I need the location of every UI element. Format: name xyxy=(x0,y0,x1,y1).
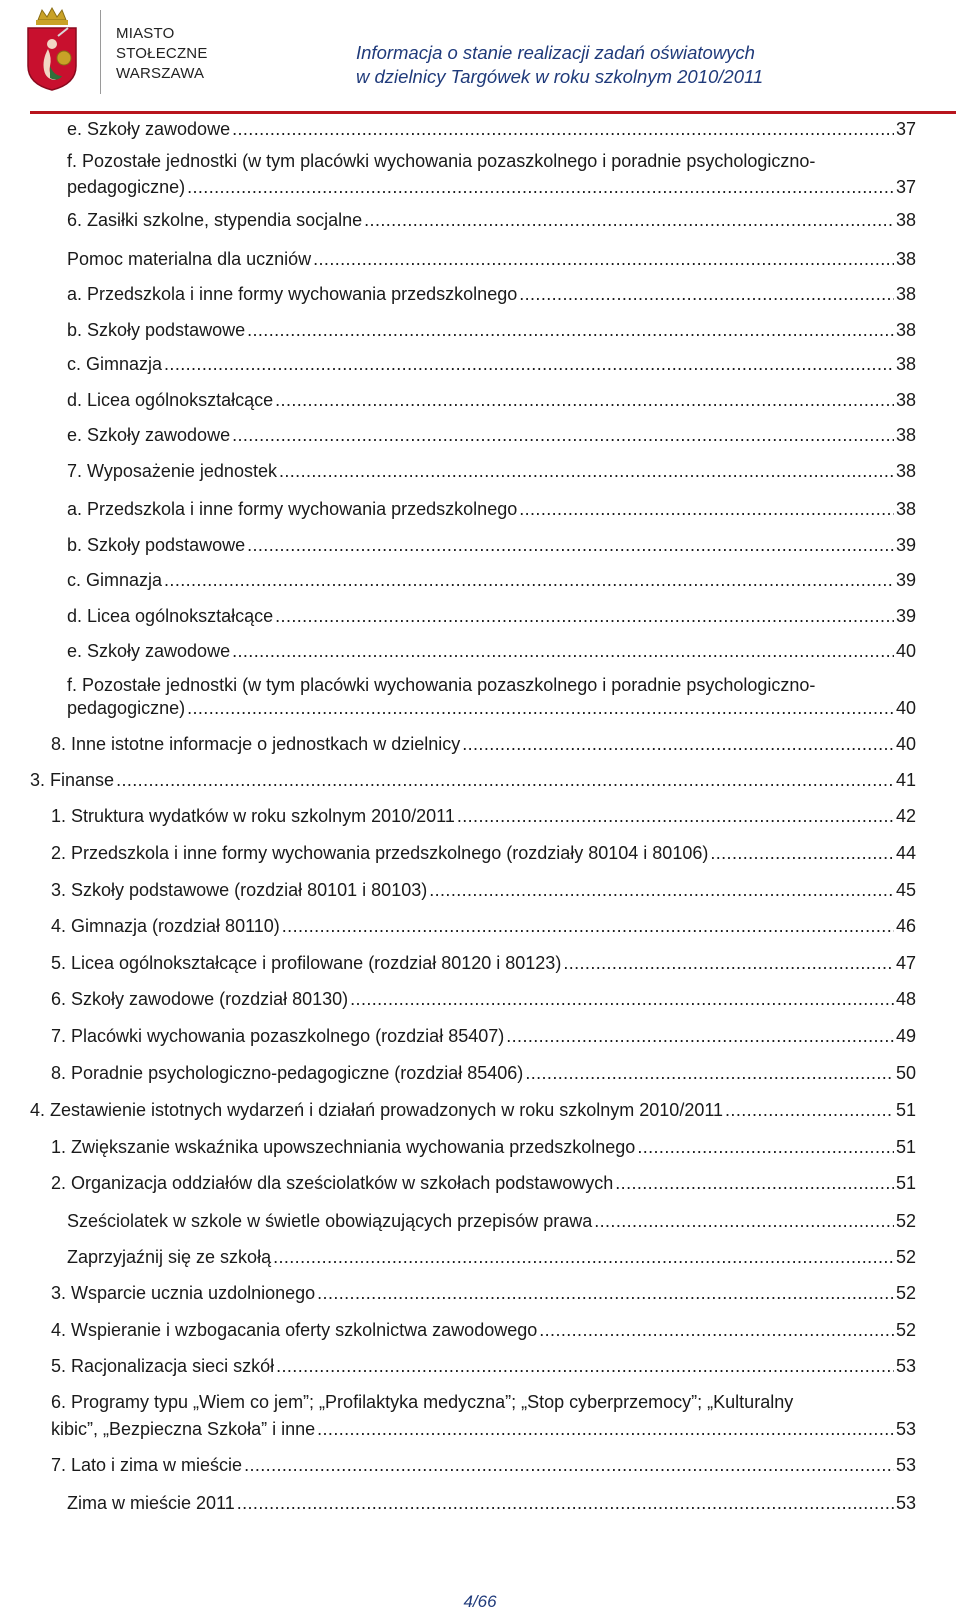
toc-entry-title: 1. Zwiększanie wskaźnika upowszechniania wychowania przedszkolnego xyxy=(51,1137,636,1157)
toc-entry[interactable] xyxy=(51,803,916,829)
toc-dot-leader xyxy=(519,496,894,522)
toc-entry-title: c. Gimnazja xyxy=(67,570,163,590)
toc-entry[interactable] xyxy=(51,986,916,1012)
document-title xyxy=(356,41,876,89)
toc-entry-title: 1. Struktura wydatków w roku szkolnym 2010/2011 xyxy=(51,806,455,826)
toc-entry-wrapped-line[interactable]: f. Pozostałe jednostki (w tym placówki wychowania pozaszkolnego i poradnie psychologiczno- xyxy=(67,151,816,171)
toc-entry-title: e. Szkoły zawodowe xyxy=(67,425,231,445)
toc-dot-leader xyxy=(279,458,894,484)
toc-entry-title: b. Szkoły podstawowe xyxy=(67,535,246,555)
toc-entry-page: 40 xyxy=(895,698,916,718)
toc-entry[interactable] xyxy=(67,116,916,142)
toc-entry[interactable] xyxy=(67,638,916,664)
toc-entry[interactable] xyxy=(67,174,916,200)
toc-entry-title: Zima w mieście 2011 xyxy=(67,1493,235,1513)
toc-entry-page: 49 xyxy=(895,1026,916,1046)
toc-entry-page: 38 xyxy=(895,499,916,519)
toc-entry-page: 53 xyxy=(895,1493,916,1513)
toc-entry[interactable] xyxy=(67,281,916,307)
logo-line-2: STOŁECZNE xyxy=(116,45,208,62)
toc-entry-title: 5. Racjonalizacja sieci szkół xyxy=(51,1356,275,1376)
toc-entry-page: 38 xyxy=(895,425,916,445)
toc-entry-page: 48 xyxy=(895,989,916,1009)
toc-dot-leader xyxy=(273,1244,894,1270)
toc-entry-title: 3. Wsparcie ucznia uzdolnionego xyxy=(51,1283,316,1303)
toc-entry-page: 38 xyxy=(895,320,916,340)
toc-dot-leader xyxy=(506,1023,894,1049)
toc-entry-page: 44 xyxy=(895,843,916,863)
toc-dot-leader xyxy=(594,1208,894,1234)
toc-entry[interactable] xyxy=(51,1134,916,1160)
header-rule xyxy=(30,111,956,114)
logo-line-3: WARSZAWA xyxy=(116,65,205,82)
toc-entry-page: 40 xyxy=(895,734,916,754)
toc-entry-title: 2. Przedszkola i inne formy wychowania przedszkolnego (rozdziały 80104 i 80106) xyxy=(51,843,709,863)
toc-entry-page: 50 xyxy=(895,1063,916,1083)
toc-dot-leader xyxy=(275,387,894,413)
toc-entry[interactable] xyxy=(67,1244,916,1270)
toc-entry-title: 7. Placówki wychowania pozaszkolnego (rozdział 85407) xyxy=(51,1026,505,1046)
toc-entry[interactable] xyxy=(67,207,916,233)
toc-entry-title: 4. Wspieranie i wzbogacania oferty szkolnictwa zawodowego xyxy=(51,1320,538,1340)
toc-entry-title: 8. Poradnie psychologiczno-pedagogiczne (rozdział 85406) xyxy=(51,1063,524,1083)
toc-dot-leader xyxy=(232,116,894,142)
toc-entry-title: kibic”, „Bezpieczna Szkoła” i inne xyxy=(51,1419,316,1439)
toc-entry-title: pedagogiczne) xyxy=(67,698,186,718)
toc-entry-title: d. Licea ogólnokształcące xyxy=(67,390,274,410)
toc-entry[interactable] xyxy=(67,458,916,484)
toc-dot-leader xyxy=(187,174,894,200)
toc-dot-leader xyxy=(563,950,894,976)
toc-dot-leader xyxy=(276,1353,894,1379)
toc-dot-leader xyxy=(275,603,894,629)
toc-entry[interactable] xyxy=(67,422,916,448)
toc-dot-leader xyxy=(457,803,894,829)
toc-entry[interactable] xyxy=(67,317,916,343)
document-title-line-1: Informacja o stanie realizacji zadań oświatowych xyxy=(356,42,755,63)
toc-entry[interactable] xyxy=(67,387,916,413)
toc-entry[interactable] xyxy=(67,695,916,721)
toc-dot-leader xyxy=(350,986,894,1012)
toc-dot-leader xyxy=(462,731,894,757)
toc-dot-leader xyxy=(317,1280,894,1306)
toc-entry-page: 53 xyxy=(895,1356,916,1376)
toc-entry[interactable] xyxy=(30,1097,916,1123)
toc-entry-title: Pomoc materialna dla uczniów xyxy=(67,249,312,269)
toc-entry[interactable] xyxy=(51,1023,916,1049)
toc-entry-title: a. Przedszkola i inne formy wychowania przedszkolnego xyxy=(67,284,518,304)
toc-dot-leader xyxy=(247,532,894,558)
toc-entry-page: 51 xyxy=(895,1173,916,1193)
toc-entry-page: 38 xyxy=(895,354,916,374)
toc-dot-leader xyxy=(116,767,894,793)
toc-dot-leader xyxy=(615,1170,894,1196)
toc-entry[interactable] xyxy=(67,532,916,558)
toc-entry-page: 38 xyxy=(895,249,916,269)
toc-entry-title: 5. Licea ogólnokształcące i profilowane (rozdział 80120 i 80123) xyxy=(51,953,562,973)
toc-entry-page: 52 xyxy=(895,1320,916,1340)
toc-entry-page: 37 xyxy=(895,119,916,139)
toc-entry-page: 53 xyxy=(895,1455,916,1475)
toc-entry-title: Sześciolatek w szkole w świetle obowiązujących przepisów prawa xyxy=(67,1211,593,1231)
toc-dot-leader xyxy=(525,1060,894,1086)
toc-entry-page: 37 xyxy=(895,177,916,197)
page-header xyxy=(0,0,960,112)
toc-entry[interactable] xyxy=(51,840,916,866)
toc-entry[interactable] xyxy=(30,767,916,793)
toc-entry[interactable] xyxy=(67,603,916,629)
toc-entry-title: 3. Szkoły podstawowe (rozdział 80101 i 80103) xyxy=(51,880,428,900)
toc-entry[interactable] xyxy=(51,731,916,757)
toc-dot-leader xyxy=(317,1416,894,1442)
toc-entry[interactable] xyxy=(67,351,916,377)
toc-dot-leader xyxy=(282,913,894,939)
toc-entry-page: 38 xyxy=(895,390,916,410)
toc-entry[interactable] xyxy=(67,567,916,593)
toc-entry-title: Zaprzyjaźnij się ze szkołą xyxy=(67,1247,272,1267)
toc-entry-page: 51 xyxy=(895,1137,916,1157)
toc-entry-title: e. Szkoły zawodowe xyxy=(67,119,231,139)
toc-entry-title: 4. Gimnazja (rozdział 80110) xyxy=(51,916,280,936)
toc-entry[interactable] xyxy=(51,913,916,939)
toc-dot-leader xyxy=(237,1490,894,1516)
toc-entry-title: 7. Wyposażenie jednostek xyxy=(67,461,277,481)
toc-entry-page: 39 xyxy=(895,570,916,590)
toc-entry-title: 8. Inne istotne informacje o jednostkach w dzielnicy xyxy=(51,734,461,754)
toc-entry[interactable] xyxy=(51,1452,916,1478)
toc-entry-page: 39 xyxy=(895,535,916,555)
toc-entry-page: 38 xyxy=(895,461,916,481)
toc-entry-title: c. Gimnazja xyxy=(67,354,163,374)
toc-entry-title: a. Przedszkola i inne formy wychowania przedszkolnego xyxy=(67,499,518,519)
toc-entry-page: 41 xyxy=(895,770,916,790)
toc-dot-leader xyxy=(244,1452,894,1478)
toc-entry[interactable] xyxy=(51,1170,916,1196)
toc-dot-leader xyxy=(637,1134,894,1160)
toc-entry-page: 42 xyxy=(895,806,916,826)
toc-dot-leader xyxy=(725,1097,894,1123)
toc-entry-title: pedagogiczne) xyxy=(67,177,186,197)
toc-entry-page: 47 xyxy=(895,953,916,973)
toc-entry[interactable] xyxy=(51,1353,916,1379)
toc-dot-leader xyxy=(247,317,894,343)
toc-dot-leader xyxy=(519,281,894,307)
toc-entry-page: 38 xyxy=(895,210,916,230)
toc-entry[interactable] xyxy=(51,1060,916,1086)
toc-entry[interactable] xyxy=(51,1416,916,1442)
logo-line-1: MIASTO xyxy=(116,25,175,42)
toc-dot-leader xyxy=(710,840,894,866)
toc-entry-page: 51 xyxy=(895,1100,916,1120)
toc-entry-page: 40 xyxy=(895,641,916,661)
toc-dot-leader xyxy=(232,422,894,448)
page-number: 4/66 xyxy=(463,1592,497,1611)
toc-entry-page: 39 xyxy=(895,606,916,626)
toc-entry-wrapped-line[interactable]: 6. Programy typu „Wiem co jem”; „Profilaktyka medyczna”; „Stop cyberprzemocy”; „Kulturalny xyxy=(51,1392,794,1412)
warsaw-coat-of-arms-logo xyxy=(24,6,80,92)
document-title-line-2: w dzielnicy Targówek w roku szkolnym 2010/2011 xyxy=(356,66,764,87)
toc-entry[interactable] xyxy=(67,496,916,522)
toc-entry-title: 6. Szkoły zawodowe (rozdział 80130) xyxy=(51,989,349,1009)
toc-entry-page: 46 xyxy=(895,916,916,936)
toc-entry-page: 52 xyxy=(895,1283,916,1303)
toc-dot-leader xyxy=(539,1317,894,1343)
toc-dot-leader xyxy=(164,567,894,593)
toc-entry-title: 7. Lato i zima w mieście xyxy=(51,1455,243,1475)
toc-entry-page: 52 xyxy=(895,1247,916,1267)
toc-entry-title: 2. Organizacja oddziałów dla sześciolatków w szkołach podstawowych xyxy=(51,1173,614,1193)
logo-wordmark xyxy=(116,24,208,84)
toc-entry-title: b. Szkoły podstawowe xyxy=(67,320,246,340)
header-divider xyxy=(100,10,101,94)
toc-entry-title: 4. Zestawienie istotnych wydarzeń i działań prowadzonych w roku szkolnym 2010/2011 xyxy=(30,1100,724,1120)
toc-entry-title: d. Licea ogólnokształcące xyxy=(67,606,274,626)
toc-dot-leader xyxy=(187,695,894,721)
toc-dot-leader xyxy=(313,246,894,272)
toc-entry[interactable] xyxy=(67,1208,916,1234)
toc-entry[interactable] xyxy=(51,950,916,976)
toc-dot-leader xyxy=(164,351,894,377)
toc-entry[interactable] xyxy=(51,1280,916,1306)
toc-entry-wrapped-line[interactable]: f. Pozostałe jednostki (w tym placówki wychowania pozaszkolnego i poradnie psychologiczno- xyxy=(67,675,816,695)
toc-entry-title: 3. Finanse xyxy=(30,770,115,790)
toc-entry[interactable] xyxy=(51,1317,916,1343)
toc-dot-leader xyxy=(429,877,894,903)
toc-entry-page: 53 xyxy=(895,1419,916,1439)
toc-entry-title: 6. Zasiłki szkolne, stypendia socjalne xyxy=(67,210,363,230)
toc-entry-title: e. Szkoły zawodowe xyxy=(67,641,231,661)
toc-dot-leader xyxy=(364,207,894,233)
toc-entry-page: 52 xyxy=(895,1211,916,1231)
toc-entry[interactable] xyxy=(67,246,916,272)
toc-entry-page: 45 xyxy=(895,880,916,900)
toc-entry-page: 38 xyxy=(895,284,916,304)
toc-dot-leader xyxy=(232,638,894,664)
toc-entry[interactable] xyxy=(67,1490,916,1516)
toc-entry[interactable] xyxy=(51,877,916,903)
